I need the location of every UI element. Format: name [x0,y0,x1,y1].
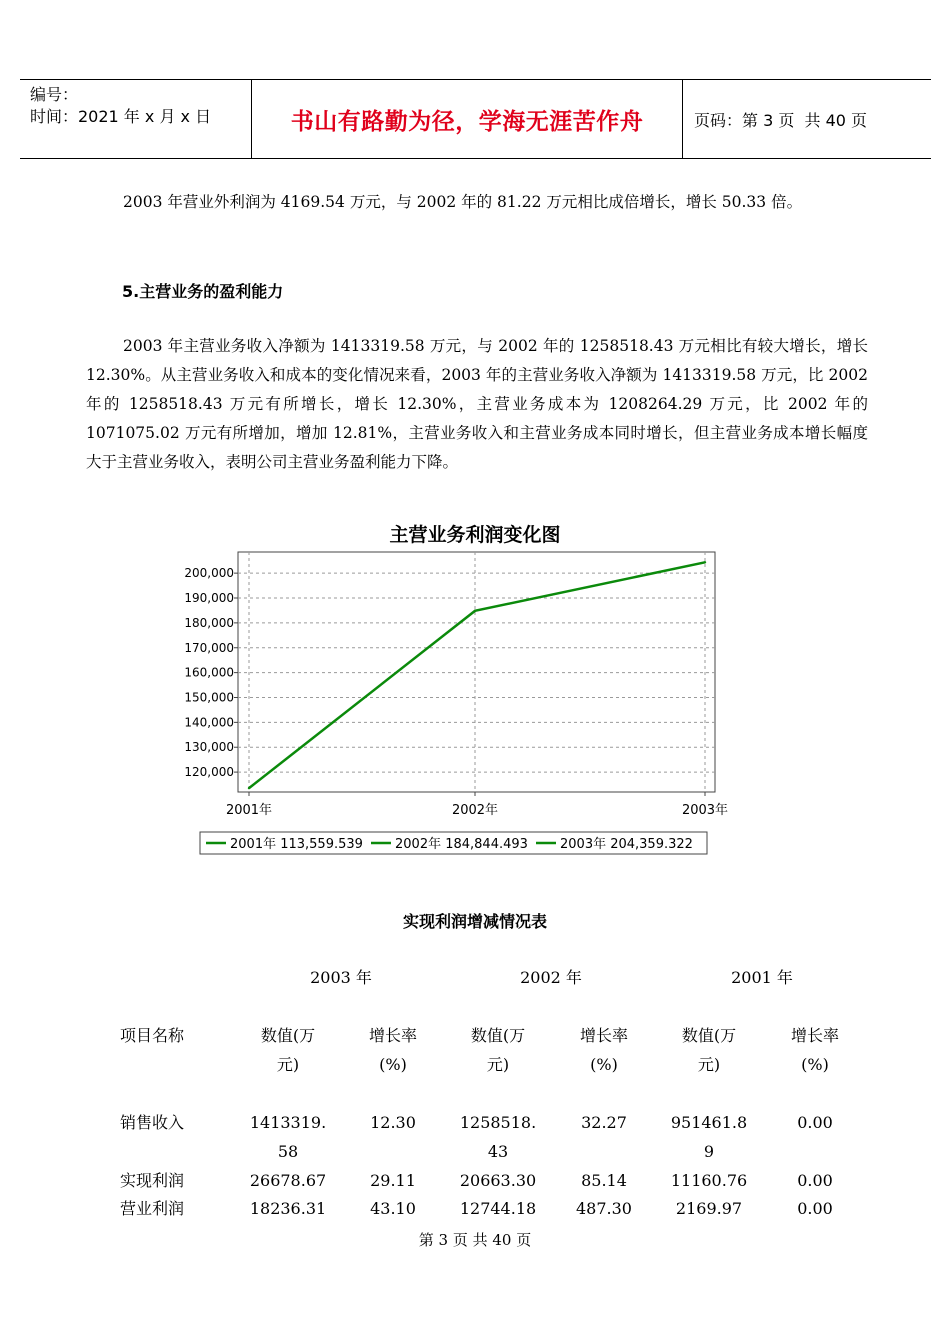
legend-label: 2001年 113,559.539 [230,837,363,852]
x-tick-label: 2001年 [225,803,273,818]
y-tick-label: 150,000 [184,690,234,705]
table-cell: 43.10 [370,1199,416,1218]
page-header [20,79,931,159]
table-row-name: 营业利润 [120,1199,185,1218]
header-meta [30,84,250,128]
column-header-rate: (%) [801,1055,829,1074]
column-header-rate: (%) [590,1055,618,1074]
chart-title: 主营业务利润变化图 [389,524,561,546]
column-header-value: 数值(万 [470,1026,526,1045]
year-header: 2003 年 [310,968,372,987]
table-cell: 43 [487,1142,509,1161]
column-header-rate: 增长率 [579,1026,628,1045]
table-cell: 58 [277,1142,299,1161]
column-header-item: 项目名称 [120,1026,185,1045]
y-tick-label: 180,000 [184,615,234,630]
table-cell: 85.14 [581,1171,627,1190]
table-cell: 11160.76 [670,1171,748,1190]
table-cell: 951461.8 [670,1113,748,1132]
table-cell: 487.30 [576,1199,632,1218]
table-cell: 1258518. [459,1113,537,1132]
table-cell: 26678.67 [249,1171,327,1190]
table-cell: 12.30 [370,1113,416,1132]
column-header-rate: (%) [379,1055,407,1074]
y-tick-label: 160,000 [184,665,234,680]
x-tick-label: 2002年 [451,803,499,818]
column-header-value: 元) [697,1055,721,1074]
column-header-rate: 增长率 [368,1026,417,1045]
table-cell: 29.11 [370,1171,416,1190]
document-time-label: 时间：2021 年 x 月 x 日 [30,107,212,126]
table-cell: 12744.18 [459,1199,537,1218]
year-header: 2001 年 [731,968,793,987]
plot-area [238,552,715,792]
table-cell: 0.00 [797,1113,833,1132]
data-point [474,610,476,612]
table-cell: 1413319. [249,1113,327,1132]
column-header-rate: 增长率 [790,1026,839,1045]
document-number-label: 编号： [30,85,79,104]
section-heading-5: 5.主营业务的盈利能力 [122,282,284,301]
header-page-info: 页码：第 3 页 共 40 页 [694,110,868,130]
column-header-value: 数值(万 [681,1026,737,1045]
legend-label: 2002年 184,844.493 [395,837,528,852]
profit-line-chart [160,545,760,860]
table-title: 实现利润增减情况表 [402,912,547,931]
table-cell: 9 [703,1142,715,1161]
column-header-value: 元) [486,1055,510,1074]
header-divider-right [682,80,683,158]
column-header-value: 数值(万 [260,1026,316,1045]
y-tick-label: 170,000 [184,640,234,655]
page-footer: 第 3 页 共 40 页 [418,1231,532,1249]
table-cell: 2169.97 [675,1199,743,1218]
data-point [248,787,250,789]
y-tick-label: 200,000 [184,566,234,581]
table-row-name: 实现利润 [120,1171,185,1190]
y-tick-label: 130,000 [184,740,234,755]
y-tick-label: 140,000 [184,715,234,730]
data-point [704,561,706,563]
year-header: 2002 年 [520,968,582,987]
table-cell: 32.27 [581,1113,627,1132]
table-cell: 20663.30 [459,1171,537,1190]
header-motto: 书山有路勤为径，学海无涯苦作舟 [290,108,644,135]
legend-label: 2003年 204,359.322 [560,837,693,852]
table-cell: 0.00 [797,1171,833,1190]
paragraph-main-business: 2003 年主营业务收入净额为 1413319.58 万元，与 2002 年的 1258518.43 万元相比有较大增长，增长 12.30%。从主营业务收入和成本的变化情况来看，2003 年的主营业务收入净额为 1413319.58 万元，比 2002 年的 1258518.43 万元有所增长，增长 12.30%，主营业务成本为 1208264.29 万元，比 2002 年的 1071075.02 万元有所增加，增加 12.81%，主营业务收入和主营业务成本同时增长，但主营业务成本增长幅度大于主营业务收入，表明公司主营业务盈利能力下降。 [86,337,868,471]
table-row-name: 销售收入 [120,1113,185,1132]
paragraph-non-operating-profit: 2003 年营业外利润为 4169.54 万元，与 2002 年的 81.22 万元相比成倍增长，增长 50.33 倍。 [123,193,803,211]
table-cell: 18236.31 [249,1199,327,1218]
x-tick-label: 2003年 [681,803,729,818]
column-header-value: 元) [276,1055,300,1074]
table-cell: 0.00 [797,1199,833,1218]
y-tick-label: 120,000 [184,765,234,780]
y-tick-label: 190,000 [184,591,234,606]
